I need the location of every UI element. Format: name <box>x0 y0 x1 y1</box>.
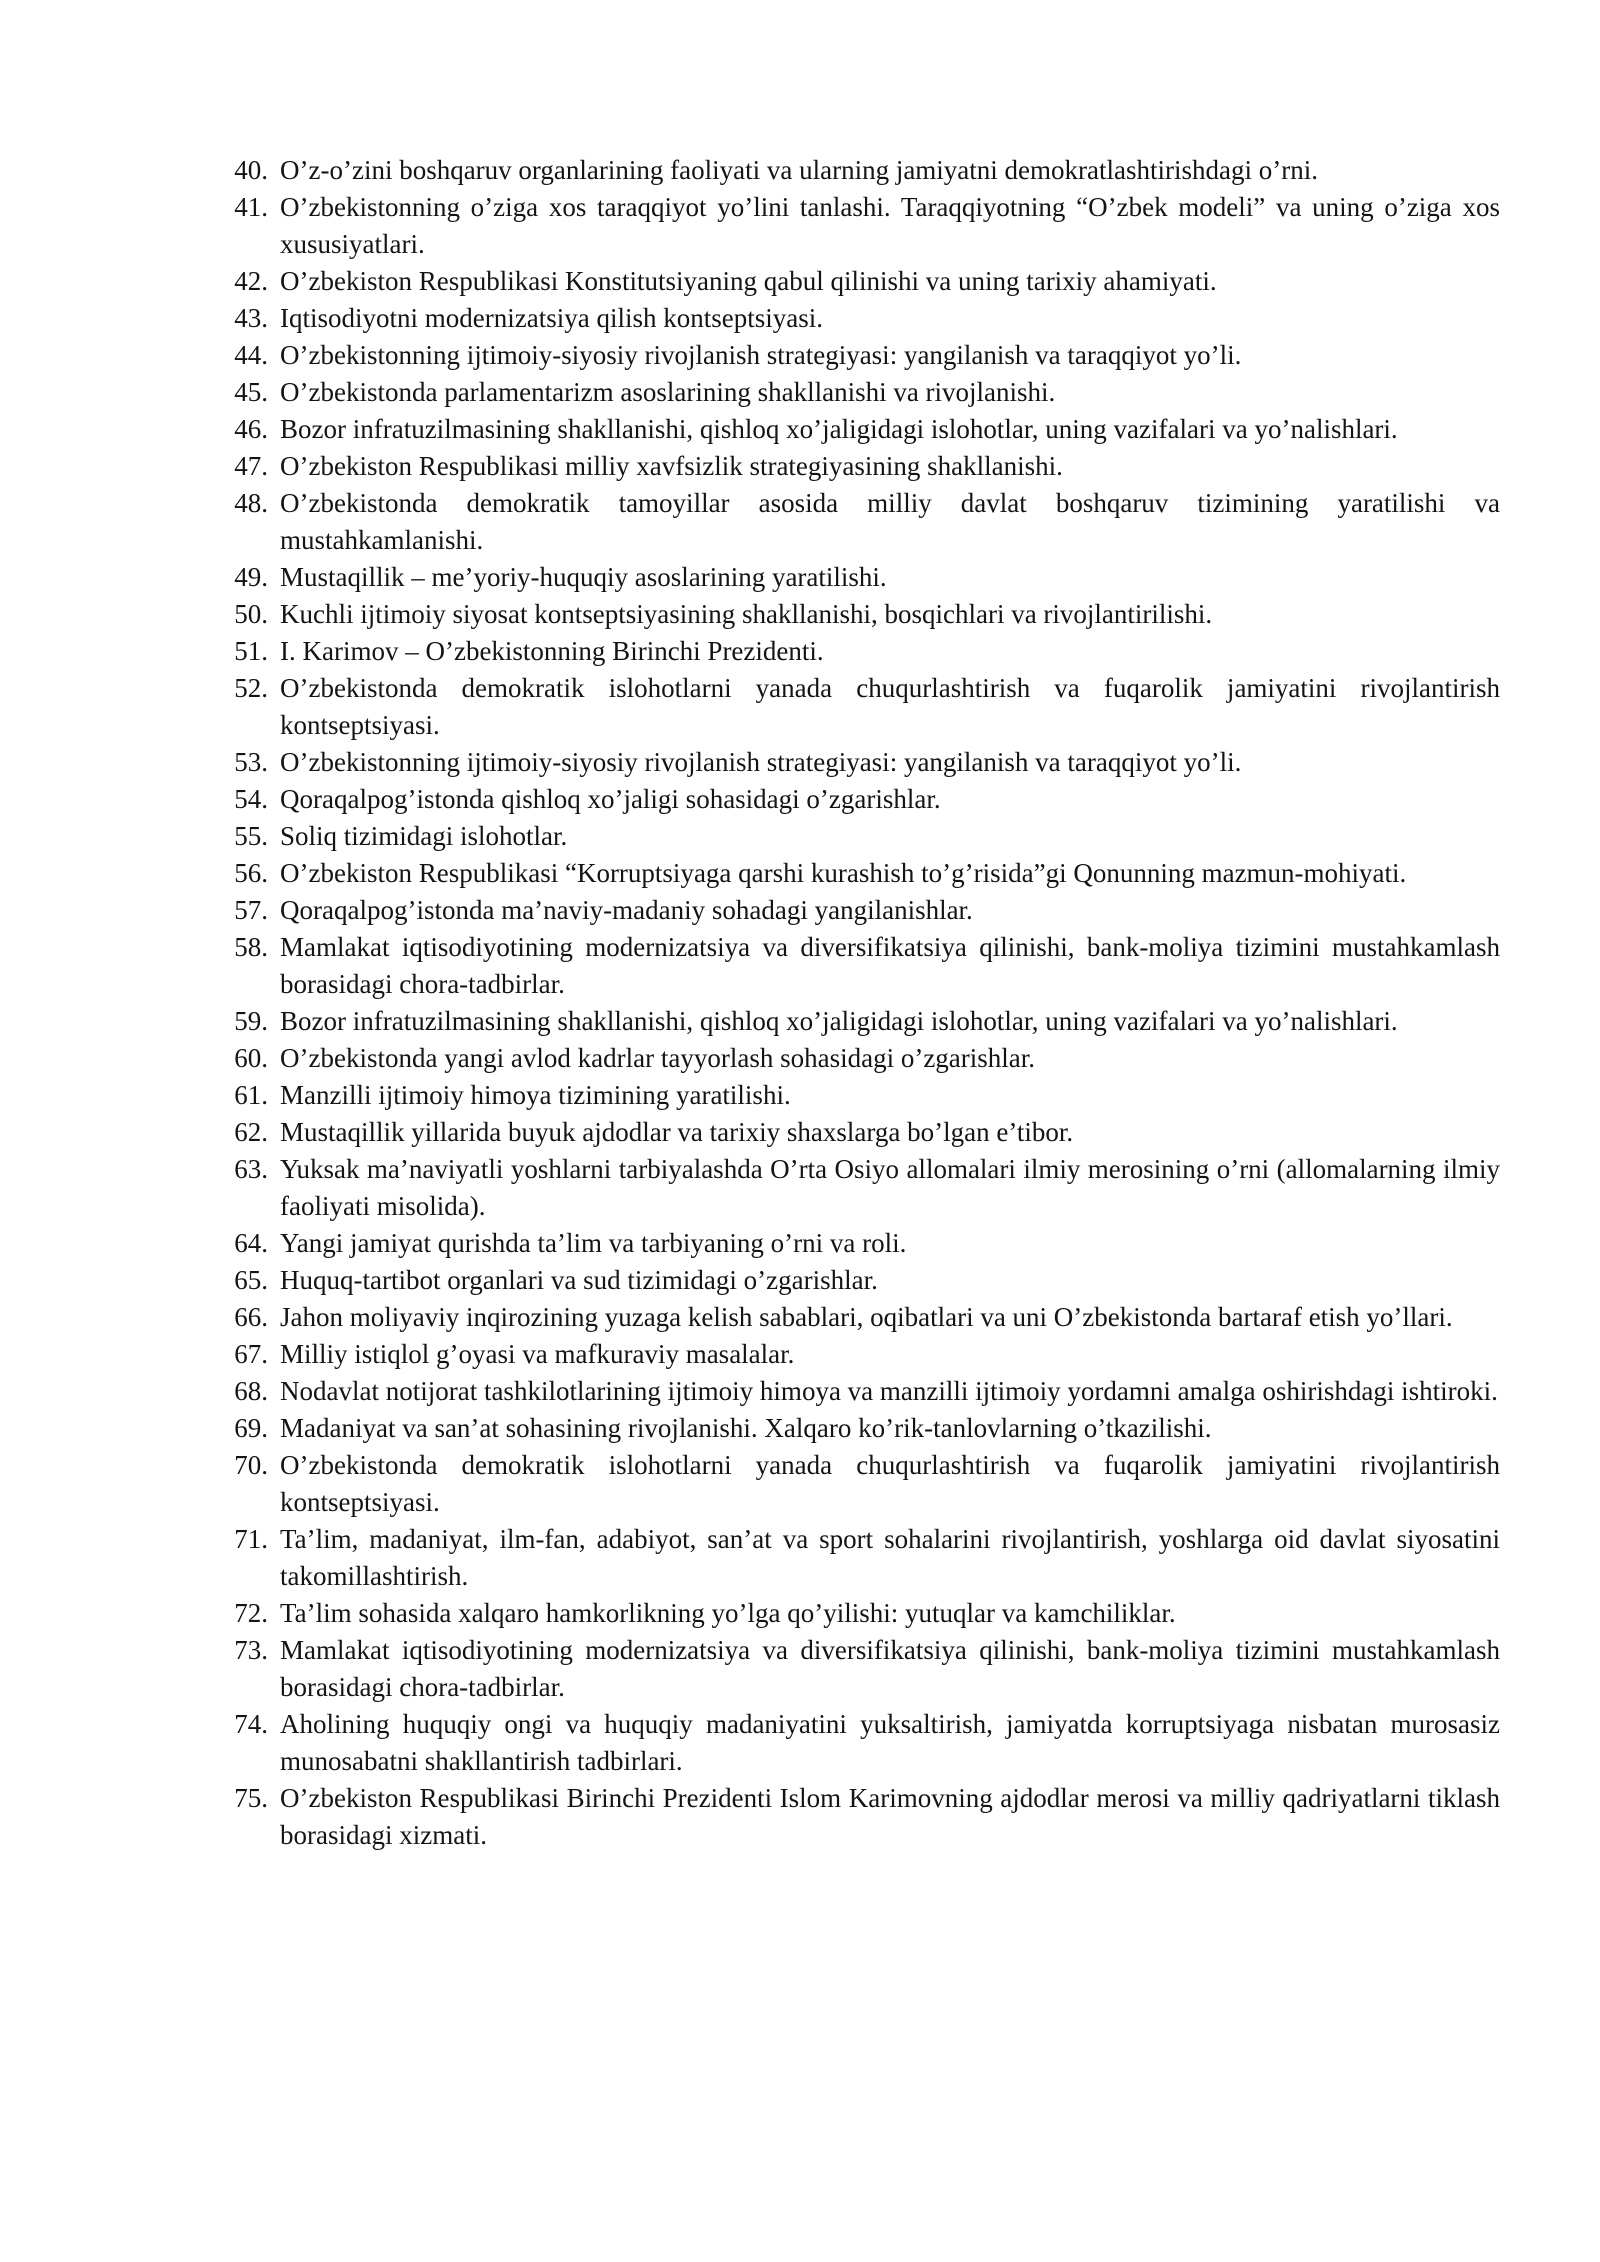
list-item <box>228 485 1500 559</box>
list-item-text: Mustaqillik – me’yoriy-huquqiy asoslarining yaratilishi. <box>280 562 887 592</box>
list-item-text: Mamlakat iqtisodiyotining modernizatsiya va diversifikatsiya qilinishi, bank-moliya tizimini mustahkamlash borasidagi chora-tadbirlar. <box>280 932 1500 999</box>
list-item <box>228 1336 1500 1373</box>
list-item-text: O’zbekiston Respublikasi “Korruptsiyaga qarshi kurashish to’g’risida”gi Qonunning mazmun-mohiyati. <box>280 858 1407 888</box>
list-item-number: 48 . <box>222 485 274 522</box>
list-item-number: 56 . <box>222 855 274 892</box>
list-item <box>228 855 1500 892</box>
list-item-number: 57 . <box>222 892 274 929</box>
list-item <box>228 300 1500 337</box>
list-item-number: 63 . <box>222 1151 274 1188</box>
list-item <box>228 781 1500 818</box>
list-item-number: 65 . <box>222 1262 274 1299</box>
list-item-text: Qoraqalpog’istonda ma’naviy-madaniy sohadagi yangilanishlar. <box>280 895 973 925</box>
list-item <box>228 1595 1500 1632</box>
list-item-text: Ta’lim, madaniyat, ilm-fan, adabiyot, san’at va sport sohalarini rivojlantirish, yoshlarga oid davlat siyosatini takomillashtirish. <box>280 1524 1500 1591</box>
list-item-text: Aholining huquqiy ongi va huquqiy madaniyatini yuksaltirish, jamiyatda korruptsiyaga nisbatan murosasiz munosabatni shakllantirish tadbirlari. <box>280 1709 1500 1776</box>
list-item-text: Iqtisodiyotni modernizatsiya qilish kontseptsiyasi. <box>280 303 823 333</box>
list-item <box>228 1151 1500 1225</box>
list-item-text: O’zbekistonda demokratik islohotlarni yanada chuqurlashtirish va fuqarolik jamiyatini rivojlantirish kontseptsiyasi. <box>280 1450 1500 1517</box>
topic-list <box>228 152 1500 1854</box>
list-item <box>228 633 1500 670</box>
list-item-text: O’zbekiston Respublikasi milliy xavfsizlik strategiyasining shakllanishi. <box>280 451 1063 481</box>
list-item-number: 42 . <box>222 263 274 300</box>
list-item-number: 52 . <box>222 670 274 707</box>
list-item <box>228 374 1500 411</box>
list-item-text: O’z-o’zini boshqaruv organlarining faoliyati va ularning jamiyatni demokratlashtirishdagi o’rni. <box>280 155 1318 185</box>
list-item-number: 41 . <box>222 189 274 226</box>
list-item-number: 59 . <box>222 1003 274 1040</box>
list-item-text: Yangi jamiyat qurishda ta’lim va tarbiyaning o’rni va roli. <box>280 1228 907 1258</box>
list-item-number: 47 . <box>222 448 274 485</box>
list-item <box>228 1632 1500 1706</box>
list-item-number: 64 . <box>222 1225 274 1262</box>
list-item-text: O’zbekistonning ijtimoiy-siyosiy rivojlanish strategiyasi: yangilanish va taraqqiyot yo’li. <box>280 747 1242 777</box>
list-item <box>228 1262 1500 1299</box>
list-item-text: Manzilli ijtimoiy himoya tizimining yaratilishi. <box>280 1080 791 1110</box>
list-item-text: Mamlakat iqtisodiyotining modernizatsiya va diversifikatsiya qilinishi, bank-moliya tizimini mustahkamlash borasidagi chora-tadbirlar. <box>280 1635 1500 1702</box>
list-item-text: Huquq-tartibot organlari va sud tizimidagi o’zgarishlar. <box>280 1265 878 1295</box>
list-item-text: Madaniyat va san’at sohasining rivojlanishi. Xalqaro ko’rik-tanlovlarning o’tkazilishi. <box>280 1413 1212 1443</box>
list-item <box>228 189 1500 263</box>
list-item-number: 49 . <box>222 559 274 596</box>
list-item-number: 75 . <box>222 1780 274 1817</box>
list-item <box>228 892 1500 929</box>
list-item <box>228 1003 1500 1040</box>
list-item-number: 67 . <box>222 1336 274 1373</box>
list-item-text: Nodavlat notijorat tashkilotlarining ijtimoiy himoya va manzilli ijtimoiy yordamni amalga oshirishdagi ishtiroki. <box>280 1376 1498 1406</box>
list-item <box>228 596 1500 633</box>
list-item <box>228 1077 1500 1114</box>
list-item <box>228 559 1500 596</box>
list-item-number: 61 . <box>222 1077 274 1114</box>
list-item-number: 40 . <box>222 152 274 189</box>
list-item-number: 53 . <box>222 744 274 781</box>
list-item-number: 62 . <box>222 1114 274 1151</box>
list-item <box>228 1040 1500 1077</box>
list-item-number: 51 . <box>222 633 274 670</box>
list-item <box>228 1447 1500 1521</box>
list-item-number: 68 . <box>222 1373 274 1410</box>
list-item-number: 72 . <box>222 1595 274 1632</box>
list-item-text: O’zbekistonda parlamentarizm asoslarining shakllanishi va rivojlanishi. <box>280 377 1056 407</box>
list-item-text: Soliq tizimidagi islohotlar. <box>280 821 568 851</box>
list-item-text: O’zbekistonda yangi avlod kadrlar tayyorlash sohasidagi o’zgarishlar. <box>280 1043 1036 1073</box>
list-item <box>228 818 1500 855</box>
list-item-number: 54 . <box>222 781 274 818</box>
list-item-text: Kuchli ijtimoiy siyosat kontseptsiyasining shakllanishi, bosqichlari va rivojlantirilishi. <box>280 599 1213 629</box>
list-item-number: 73 . <box>222 1632 274 1669</box>
list-item <box>228 1706 1500 1780</box>
list-item-text: Qoraqalpog’istonda qishloq xo’jaligi sohasidagi o’zgarishlar. <box>280 784 941 814</box>
list-item <box>228 1225 1500 1262</box>
list-item-text: O’zbekistonda demokratik islohotlarni yanada chuqurlashtirish va fuqarolik jamiyatini rivojlantirish kontseptsiyasi. <box>280 673 1500 740</box>
list-item-number: 43 . <box>222 300 274 337</box>
list-item-text: Jahon moliyaviy inqirozining yuzaga kelish sabablari, oqibatlari va uni O’zbekistonda bartaraf etish yo’llari. <box>280 1302 1453 1332</box>
list-item-number: 71 . <box>222 1521 274 1558</box>
list-item <box>228 1114 1500 1151</box>
list-item <box>228 448 1500 485</box>
list-item-number: 69 . <box>222 1410 274 1447</box>
list-item-number: 66 . <box>222 1299 274 1336</box>
list-item <box>228 1410 1500 1447</box>
list-item-text: Yuksak ma’naviyatli yoshlarni tarbiyalashda O’rta Osiyo allomalari ilmiy merosining o’rni (allomalarning ilmiy faoliyati misolida). <box>280 1154 1500 1221</box>
list-item-text: Ta’lim sohasida xalqaro hamkorlikning yo’lga qo’yilishi: yutuqlar va kamchiliklar. <box>280 1598 1176 1628</box>
list-item-text: I. Karimov – O’zbekistonning Birinchi Prezidenti. <box>280 636 824 666</box>
list-item <box>228 337 1500 374</box>
list-item-text: O’zbekistonda demokratik tamoyillar asosida milliy davlat boshqaruv tizimining yaratilishi va mustahkamlanishi. <box>280 488 1500 555</box>
list-item-number: 58 . <box>222 929 274 966</box>
list-item <box>228 1299 1500 1336</box>
list-item <box>228 744 1500 781</box>
list-item-number: 50 . <box>222 596 274 633</box>
list-item-text: Bozor infratuzilmasining shakllanishi, qishloq xo’jaligidagi islohotlar, uning vazifalari va yo’nalishlari. <box>280 1006 1398 1036</box>
list-item-number: 44 . <box>222 337 274 374</box>
list-item-number: 45 . <box>222 374 274 411</box>
list-item-text: Mustaqillik yillarida buyuk ajdodlar va tarixiy shaxslarga bo’lgan e’tibor. <box>280 1117 1074 1147</box>
list-item-number: 55 . <box>222 818 274 855</box>
list-item <box>228 670 1500 744</box>
list-item <box>228 1780 1500 1854</box>
list-item <box>228 411 1500 448</box>
list-item <box>228 152 1500 189</box>
list-item <box>228 263 1500 300</box>
list-item <box>228 1521 1500 1595</box>
list-item <box>228 929 1500 1003</box>
list-item-number: 60 . <box>222 1040 274 1077</box>
list-item-text: O’zbekiston Respublikasi Konstitutsiyaning qabul qilinishi va uning tarixiy ahamiyati. <box>280 266 1217 296</box>
list-item-text: O’zbekistonning ijtimoiy-siyosiy rivojlanish strategiyasi: yangilanish va taraqqiyot yo’li. <box>280 340 1242 370</box>
list-item-number: 74 . <box>222 1706 274 1743</box>
list-item-text: Milliy istiqlol g’oyasi va mafkuraviy masalalar. <box>280 1339 795 1369</box>
list-item-text: O’zbekistonning o’ziga xos taraqqiyot yo’lini tanlashi. Taraqqiyotning “O’zbek modeli” va uning o’ziga xos xususiyatlari. <box>280 192 1500 259</box>
list-item <box>228 1373 1500 1410</box>
list-item-text: O’zbekiston Respublikasi Birinchi Prezidenti Islom Karimovning ajdodlar merosi va milliy qadriyatlarni tiklash borasidagi xizmati. <box>280 1783 1500 1850</box>
list-item-number: 70 . <box>222 1447 274 1484</box>
list-item-text: Bozor infratuzilmasining shakllanishi, qishloq xo’jaligidagi islohotlar, uning vazifalari va yo’nalishlari. <box>280 414 1398 444</box>
list-item-number: 46 . <box>222 411 274 448</box>
